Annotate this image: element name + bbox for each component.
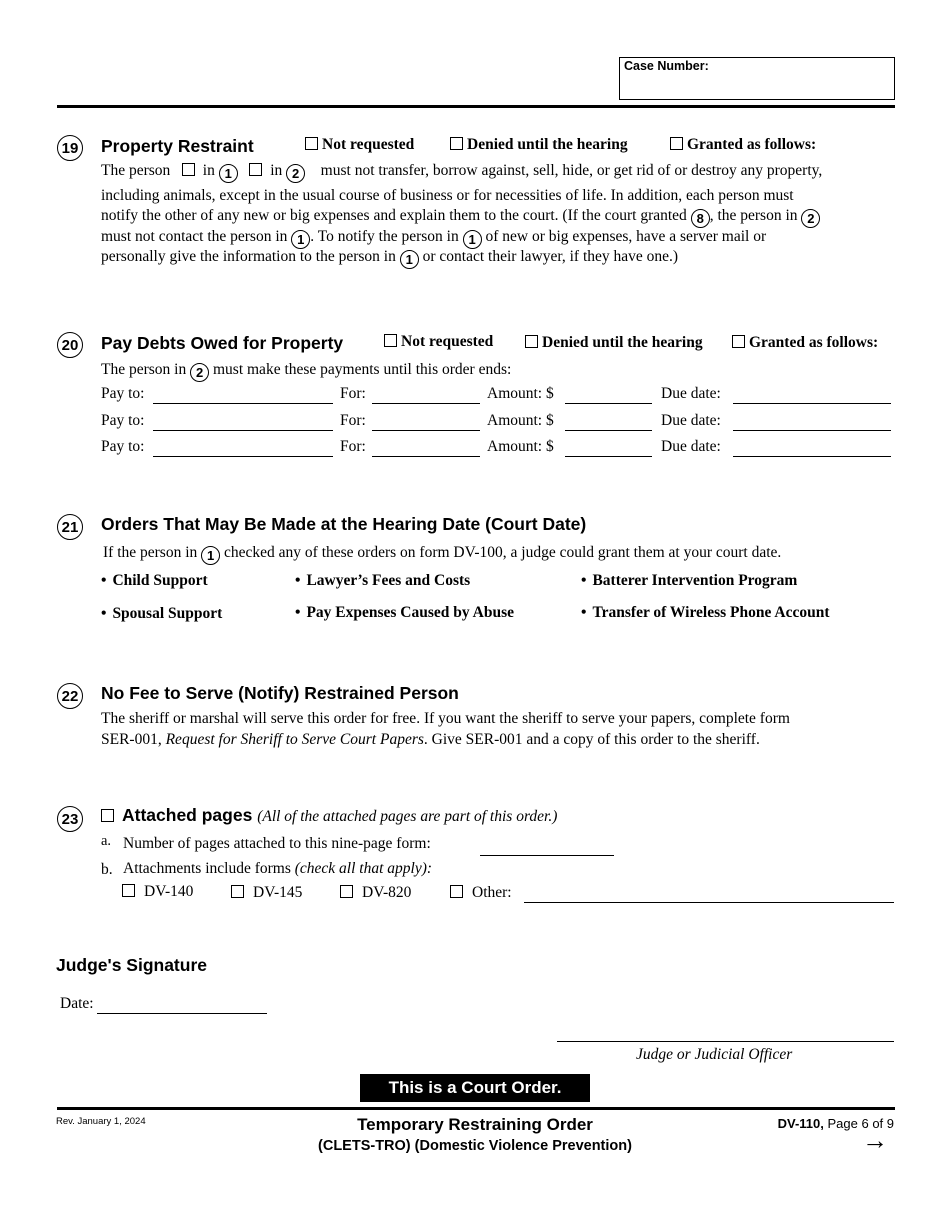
ref-circle: 1 — [291, 230, 310, 249]
court-order-banner: This is a Court Order. — [360, 1074, 590, 1102]
pay-to-label: Pay to: — [101, 412, 145, 429]
section-23-number: 23 — [57, 806, 83, 832]
s21-item: • Spousal Support — [101, 605, 223, 622]
ref-circle: 1 — [201, 546, 220, 565]
pay-to-field[interactable] — [153, 456, 333, 457]
form-dv145-option[interactable]: DV-145 — [231, 884, 302, 902]
due-date-field[interactable] — [733, 456, 891, 457]
ref-circle: 2 — [286, 164, 305, 183]
for-field[interactable] — [372, 430, 480, 431]
checkbox[interactable] — [340, 885, 353, 898]
s19-line3: notify the other of any new or big expenses and explain them to the court. (If the court granted 8 , the person in 2 — [101, 207, 820, 228]
s23-a-text: Number of pages attached to this nine-page form: — [123, 835, 431, 852]
s23-b-text: Attachments include forms (check all that apply): — [123, 860, 433, 877]
amount-label: Amount: $ — [487, 385, 554, 402]
section-22-title: No Fee to Serve (Notify) Restrained Person — [101, 683, 459, 703]
form-other-option[interactable]: Other: — [450, 884, 512, 902]
amount-label: Amount: $ — [487, 438, 554, 455]
s20-intro: The person in 2 must make these payments until this order ends: — [101, 361, 512, 380]
pay-to-label: Pay to: — [101, 438, 145, 455]
pay-to-field[interactable] — [153, 403, 333, 404]
case-number-box[interactable] — [619, 57, 895, 100]
s23-a-label: a. — [101, 833, 112, 849]
person2-checkbox[interactable] — [249, 163, 262, 176]
date-field[interactable] — [97, 1013, 267, 1014]
section-22-number: 22 — [57, 683, 83, 709]
due-date-field[interactable] — [733, 403, 891, 404]
for-label: For: — [340, 385, 366, 402]
s20-denied-option[interactable]: Denied until the hearing — [525, 334, 703, 352]
s19-line2: including animals, except in the usual course of business or for necessities of life. In addition, each person must — [101, 187, 794, 204]
form-dv820-option[interactable]: DV-820 — [340, 884, 411, 902]
s22-line1: The sheriff or marshal will serve this order for free. If you want the sheriff to serve your papers, complete form — [101, 710, 790, 727]
s21-item: • Child Support — [101, 572, 208, 589]
due-date-label: Due date: — [661, 385, 721, 402]
s19-denied-option[interactable]: Denied until the hearing — [450, 136, 628, 154]
checkbox[interactable] — [450, 885, 463, 898]
section-21-number: 21 — [57, 514, 83, 540]
for-label: For: — [340, 412, 366, 429]
s22-line2: SER-001, Request for Sheriff to Serve Court Papers. Give SER-001 and a copy of this order to the sheriff. — [101, 731, 760, 748]
for-label: For: — [340, 438, 366, 455]
section-23-title: Attached pages — [122, 805, 253, 825]
ref-circle: 8 — [691, 209, 710, 228]
s21-item: • Transfer of Wireless Phone Account — [581, 604, 830, 621]
section-21-title: Orders That May Be Made at the Hearing Date (Court Date) — [101, 514, 587, 534]
s19-line4: must not contact the person in 1 . To notify the person in 1 of new or big expenses, have a server mail or — [101, 228, 767, 247]
next-page-arrow-icon[interactable]: → — [862, 1126, 888, 1155]
page-indicator: DV-110, Page 6 of 9 — [777, 1116, 894, 1131]
section-19-title: Property Restraint — [101, 136, 254, 156]
amount-field[interactable] — [565, 430, 652, 431]
s21-intro: If the person in 1 checked any of these orders on form DV-100, a judge could grant them at your court date. — [103, 544, 782, 563]
s19-line5: personally give the information to the person in 1 or contact their lawyer, if they have one.) — [101, 248, 679, 267]
s21-item: • Lawyer’s Fees and Costs — [295, 572, 471, 589]
section-19-number: 19 — [57, 135, 83, 161]
ref-circle: 2 — [190, 363, 209, 382]
ref-circle: 1 — [400, 250, 419, 269]
judge-officer-label: Judge or Judicial Officer — [636, 1046, 793, 1063]
other-form-field[interactable] — [524, 902, 894, 903]
amount-field[interactable] — [565, 403, 652, 404]
case-number-label: Case Number: — [624, 59, 709, 73]
pages-attached-field[interactable] — [480, 855, 614, 856]
due-date-label: Due date: — [661, 438, 721, 455]
checkbox[interactable] — [122, 884, 135, 897]
s20-not-requested-option[interactable]: Not requested — [384, 333, 493, 351]
section-20-title: Pay Debts Owed for Property — [101, 333, 344, 353]
checkbox[interactable] — [670, 137, 683, 150]
due-date-field[interactable] — [733, 430, 891, 431]
s19-not-requested-option[interactable]: Not requested — [305, 136, 414, 154]
s20-granted-option[interactable]: Granted as follows: — [732, 334, 878, 352]
checkbox[interactable] — [231, 885, 244, 898]
s21-item: • Batterer Intervention Program — [581, 572, 798, 589]
checkbox[interactable] — [305, 137, 318, 150]
amount-label: Amount: $ — [487, 412, 554, 429]
judge-signature-heading: Judge's Signature — [56, 955, 207, 975]
revision-date: Rev. January 1, 2024 — [56, 1116, 146, 1127]
judge-signature-line[interactable] — [557, 1041, 894, 1042]
attached-pages-checkbox[interactable] — [101, 809, 114, 822]
for-field[interactable] — [372, 456, 480, 457]
ref-circle: 1 — [463, 230, 482, 249]
checkbox[interactable] — [525, 335, 538, 348]
footer-subtitle: (CLETS-TRO) (Domestic Violence Prevention) — [318, 1138, 632, 1154]
ref-circle: 2 — [801, 209, 820, 228]
person1-checkbox[interactable] — [182, 163, 195, 176]
s23-title-row: Attached pages (All of the attached pages are part of this order.) — [101, 805, 557, 826]
date-label: Date: — [60, 995, 94, 1012]
ref-circle: 1 — [219, 164, 238, 183]
amount-field[interactable] — [565, 456, 652, 457]
footer-rule — [57, 1107, 895, 1110]
header-rule — [57, 105, 895, 108]
pay-to-label: Pay to: — [101, 385, 145, 402]
checkbox[interactable] — [732, 335, 745, 348]
due-date-label: Due date: — [661, 412, 721, 429]
s19-granted-option[interactable]: Granted as follows: — [670, 136, 816, 154]
checkbox[interactable] — [384, 334, 397, 347]
s19-line1: The person in 1 in 2 must not transfer, borrow against, sell, hide, or get rid of or destroy any property, — [101, 162, 823, 181]
section-20-number: 20 — [57, 332, 83, 358]
form-dv140-option[interactable]: DV-140 — [122, 883, 193, 901]
footer-title: Temporary Restraining Order — [357, 1115, 593, 1134]
s23-b-label: b. — [101, 861, 113, 878]
s21-item: • Pay Expenses Caused by Abuse — [295, 604, 515, 621]
for-field[interactable] — [372, 403, 480, 404]
pay-to-field[interactable] — [153, 430, 333, 431]
checkbox[interactable] — [450, 137, 463, 150]
